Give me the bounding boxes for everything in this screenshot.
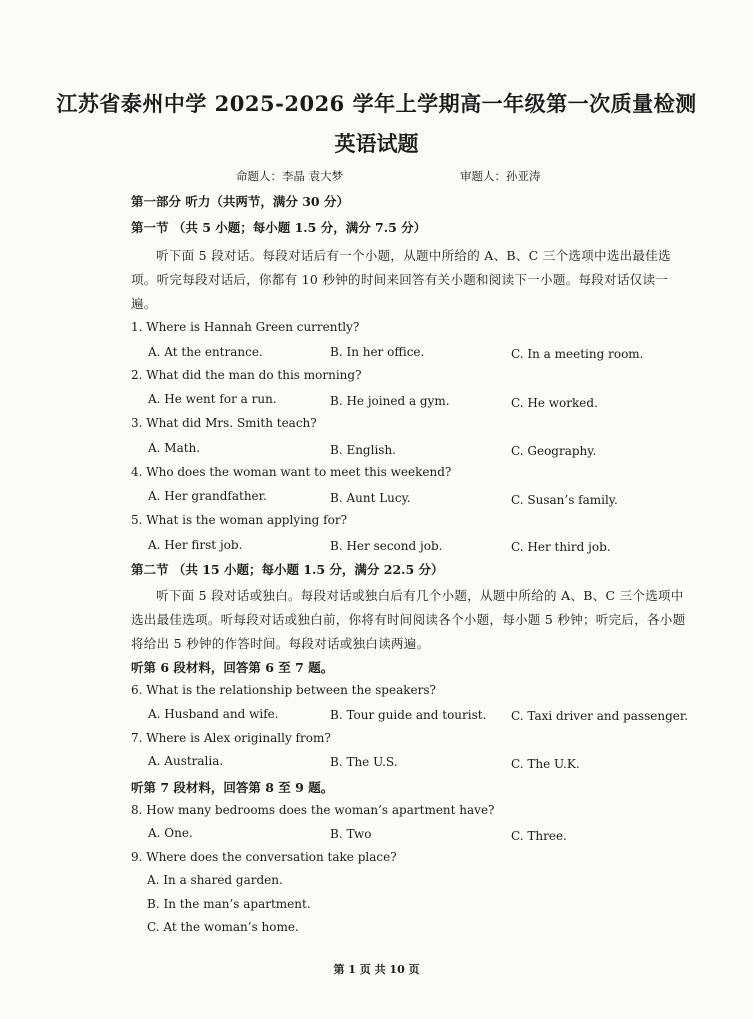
q3-option-b: B. English. xyxy=(330,443,396,457)
section1-instructions-line1: 听下面 5 段对话。每段对话后有一个小题，从题中所给的 A、B、C 三个选项中选出最佳选 xyxy=(156,248,671,263)
section1-instructions-line2: 项。听完每段对话后，你都有 10 秒钟的时间来回答有关小题和阅读下一小题。每段对话仅读一 xyxy=(131,272,669,287)
q6-option-a: A. Husband and wife. xyxy=(148,707,279,721)
q2-option-b: B. He joined a gym. xyxy=(330,394,450,408)
q3-option-a: A. Math. xyxy=(148,441,201,455)
q1-option-b: B. In her office. xyxy=(330,345,425,359)
q5-option-c: C. Her third job. xyxy=(511,540,611,554)
exam-title-line1: 江苏省泰州中学 2025-2026 学年上学期高一年级第一次质量检测 xyxy=(56,91,697,116)
q5-option-b: B. Her second job. xyxy=(330,539,443,553)
q7-option-c: C. The U.K. xyxy=(511,757,580,771)
question-6: 6. What is the relationship between the speakers? xyxy=(131,683,436,697)
q2-option-a: A. He went for a run. xyxy=(148,392,277,406)
question-3: 3. What did Mrs. Smith teach? xyxy=(131,416,317,430)
material6-heading: 听第 6 段材料，回答第 6 至 7 题。 xyxy=(131,660,334,675)
section1-heading: 第一节 （共 5 小题；每小题 1.5 分，满分 7.5 分） xyxy=(131,220,427,235)
page-footer: 第 1 页 共 10 页 xyxy=(333,963,420,976)
q8-option-b: B. Two xyxy=(330,827,372,841)
q4-option-b: B. Aunt Lucy. xyxy=(330,491,411,505)
question-8: 8. How many bedrooms does the woman’s apartment have? xyxy=(131,803,495,817)
section2-heading: 第二节 （共 15 小题；每小题 1.5 分，满分 22.5 分） xyxy=(131,562,444,577)
part1-heading: 第一部分 听力（共两节，满分 30 分） xyxy=(131,194,349,209)
section2-instructions-line3: 将给出 5 秒钟的作答时间。每段对话或独白读两遍。 xyxy=(131,636,430,651)
q9-option-c: C. At the woman’s home. xyxy=(147,920,299,934)
q3-option-c: C. Geography. xyxy=(511,444,597,458)
q4-option-c: C. Susan’s family. xyxy=(511,493,618,507)
section1-instructions-line3: 遍。 xyxy=(131,296,157,311)
setter-names: 命题人：李晶 袁大梦 xyxy=(236,169,344,183)
reviewer-name: 审题人：孙亚涛 xyxy=(460,169,541,183)
question-7: 7. Where is Alex originally from? xyxy=(131,731,331,745)
q6-option-b: B. Tour guide and tourist. xyxy=(330,708,487,722)
material7-heading: 听第 7 段材料，回答第 8 至 9 题。 xyxy=(131,780,334,795)
q4-option-a: A. Her grandfather. xyxy=(148,489,267,503)
question-1: 1. Where is Hannah Green currently? xyxy=(131,320,360,334)
q9-option-b: B. In the man’s apartment. xyxy=(147,897,311,911)
q7-option-a: A. Australia. xyxy=(148,754,224,768)
question-9: 9. Where does the conversation take place? xyxy=(131,850,397,864)
q8-option-c: C. Three. xyxy=(511,829,567,843)
section2-instructions-line1: 听下面 5 段对话或独白。每段对话或独白后有几个小题，从题中所给的 A、B、C 三个选项中 xyxy=(156,588,684,603)
question-4: 4. Who does the woman want to meet this weekend? xyxy=(131,465,452,479)
q1-option-a: A. At the entrance. xyxy=(148,345,263,359)
q9-option-a: A. In a shared garden. xyxy=(147,873,283,887)
exam-title-line2: 英语试题 xyxy=(334,131,419,156)
q6-option-c: C. Taxi driver and passenger. xyxy=(511,709,689,723)
q1-option-c: C. In a meeting room. xyxy=(511,347,644,361)
q7-option-b: B. The U.S. xyxy=(330,755,398,769)
section2-instructions-line2: 选出最佳选项。听每段对话或独白前，你将有时间阅读各个小题，每小题 5 秒钟；听完后，各小题 xyxy=(131,612,686,627)
question-5: 5. What is the woman applying for? xyxy=(131,513,347,527)
q2-option-c: C. He worked. xyxy=(511,396,598,410)
question-2: 2. What did the man do this morning? xyxy=(131,368,362,382)
q8-option-a: A. One. xyxy=(148,826,193,840)
q5-option-a: A. Her first job. xyxy=(148,538,243,552)
